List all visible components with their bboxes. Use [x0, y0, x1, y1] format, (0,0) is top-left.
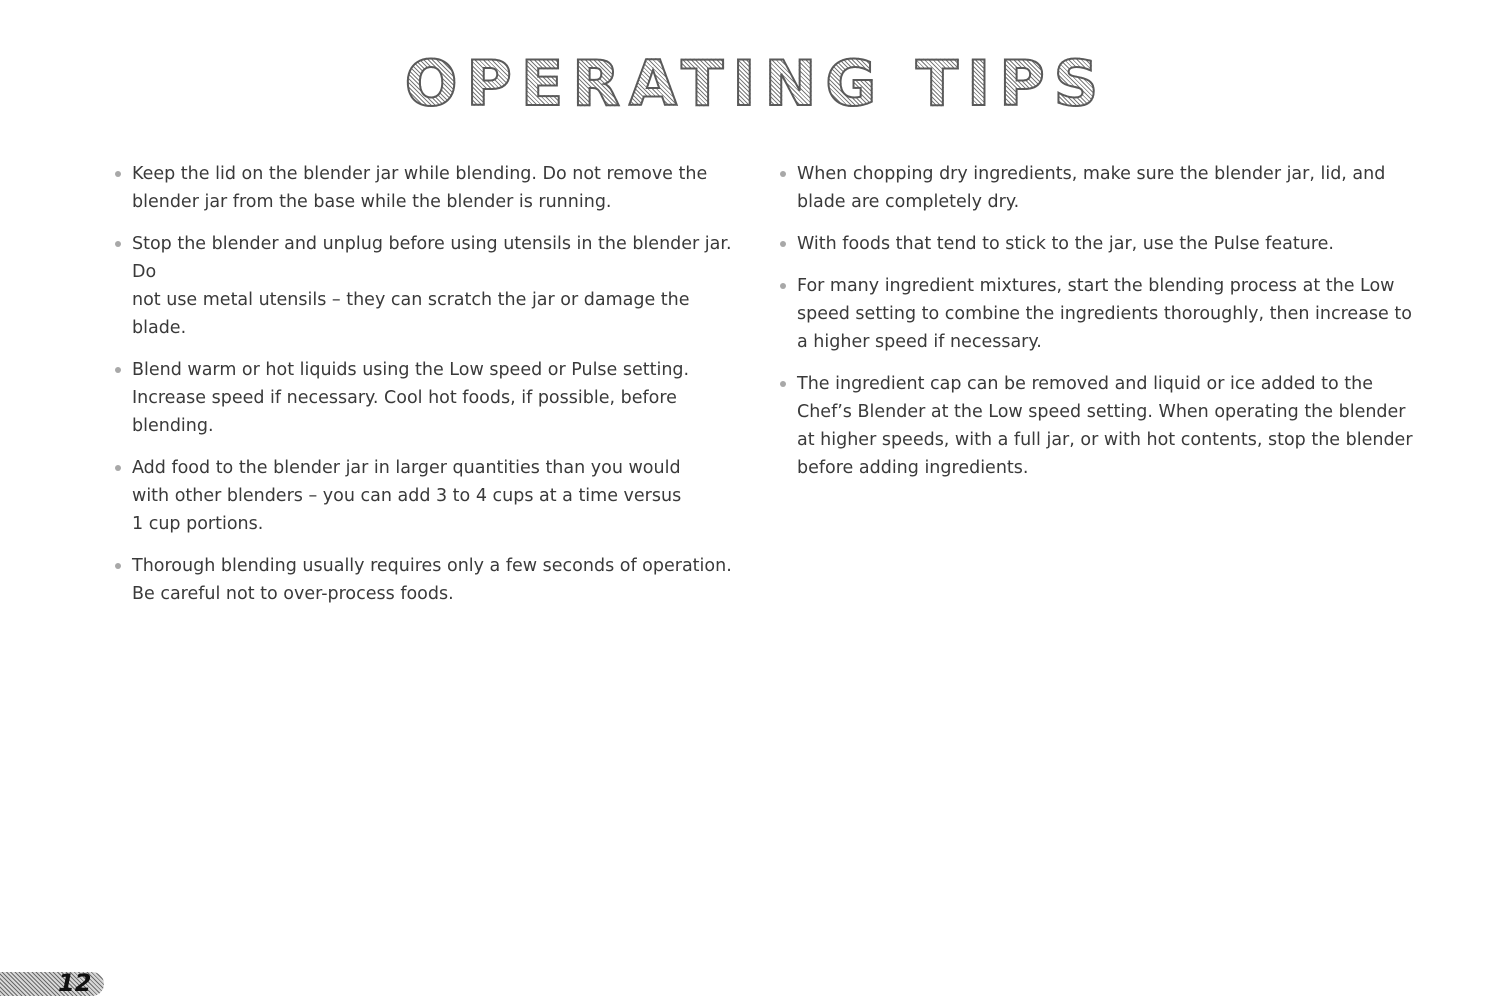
bullet-dot-icon — [780, 171, 786, 177]
tip-line: blade are completely dry. — [797, 192, 1020, 212]
bullet-dot-icon — [780, 241, 786, 247]
tip-line: Thorough blending usually requires only a few seconds of operation. — [132, 556, 732, 576]
page-number: 12 — [58, 969, 92, 997]
bullet-dot-icon — [115, 563, 121, 569]
tip-line: with other blenders – you can add 3 to 4 cups at a time versus — [132, 486, 682, 506]
tip-line: Increase speed if necessary. Cool hot foods, if possible, before — [132, 388, 677, 408]
tip-line: With foods that tend to stick to the jar, use the Pulse feature. — [797, 234, 1334, 254]
tip-line: Be careful not to over-process foods. — [132, 584, 454, 604]
left-tips-column — [112, 160, 742, 622]
tip-line: Stop the blender and unplug before using utensils in the blender jar. Do — [132, 234, 732, 282]
bullet-dot-icon — [115, 171, 121, 177]
tip-line: Blend warm or hot liquids using the Low speed or Pulse setting. — [132, 360, 690, 380]
tip-item — [777, 272, 1417, 356]
tip-line: a higher speed if necessary. — [797, 332, 1042, 352]
tip-line: 1 cup portions. — [132, 514, 264, 534]
tip-line: When chopping dry ingredients, make sure the blender jar, lid, and — [797, 164, 1386, 184]
bullet-dot-icon — [780, 381, 786, 387]
tip-line: Keep the lid on the blender jar while blending. Do not remove the — [132, 164, 708, 184]
bullet-dot-icon — [115, 367, 121, 373]
tip-item — [112, 552, 742, 608]
tip-line: The ingredient cap can be removed and liquid or ice added to the — [797, 374, 1374, 394]
tip-item — [112, 230, 742, 342]
tip-line: blender jar from the base while the blender is running. — [132, 192, 612, 212]
tip-item — [112, 356, 742, 440]
tip-line: before adding ingredients. — [797, 458, 1029, 478]
tip-item — [112, 160, 742, 216]
bullet-dot-icon — [115, 465, 121, 471]
tip-line: Chef’s Blender at the Low speed setting. When operating the blender — [797, 402, 1406, 422]
bullet-dot-icon — [115, 241, 121, 247]
right-tips-column — [777, 160, 1417, 496]
tip-item — [777, 160, 1417, 216]
tip-line: blending. — [132, 416, 214, 436]
tip-item — [777, 370, 1417, 482]
page-title: OPERATING TIPS — [0, 52, 1512, 116]
tip-item — [777, 230, 1417, 258]
tip-line: not use metal utensils – they can scratch the jar or damage the blade. — [132, 290, 690, 338]
tip-line: speed setting to combine the ingredients thoroughly, then increase to — [797, 304, 1412, 324]
bullet-dot-icon — [780, 283, 786, 289]
tip-item — [112, 454, 742, 538]
tip-line: For many ingredient mixtures, start the blending process at the Low — [797, 276, 1395, 296]
tip-line: Add food to the blender jar in larger quantities than you would — [132, 458, 681, 478]
tip-line: at higher speeds, with a full jar, or with hot contents, stop the blender — [797, 430, 1413, 450]
